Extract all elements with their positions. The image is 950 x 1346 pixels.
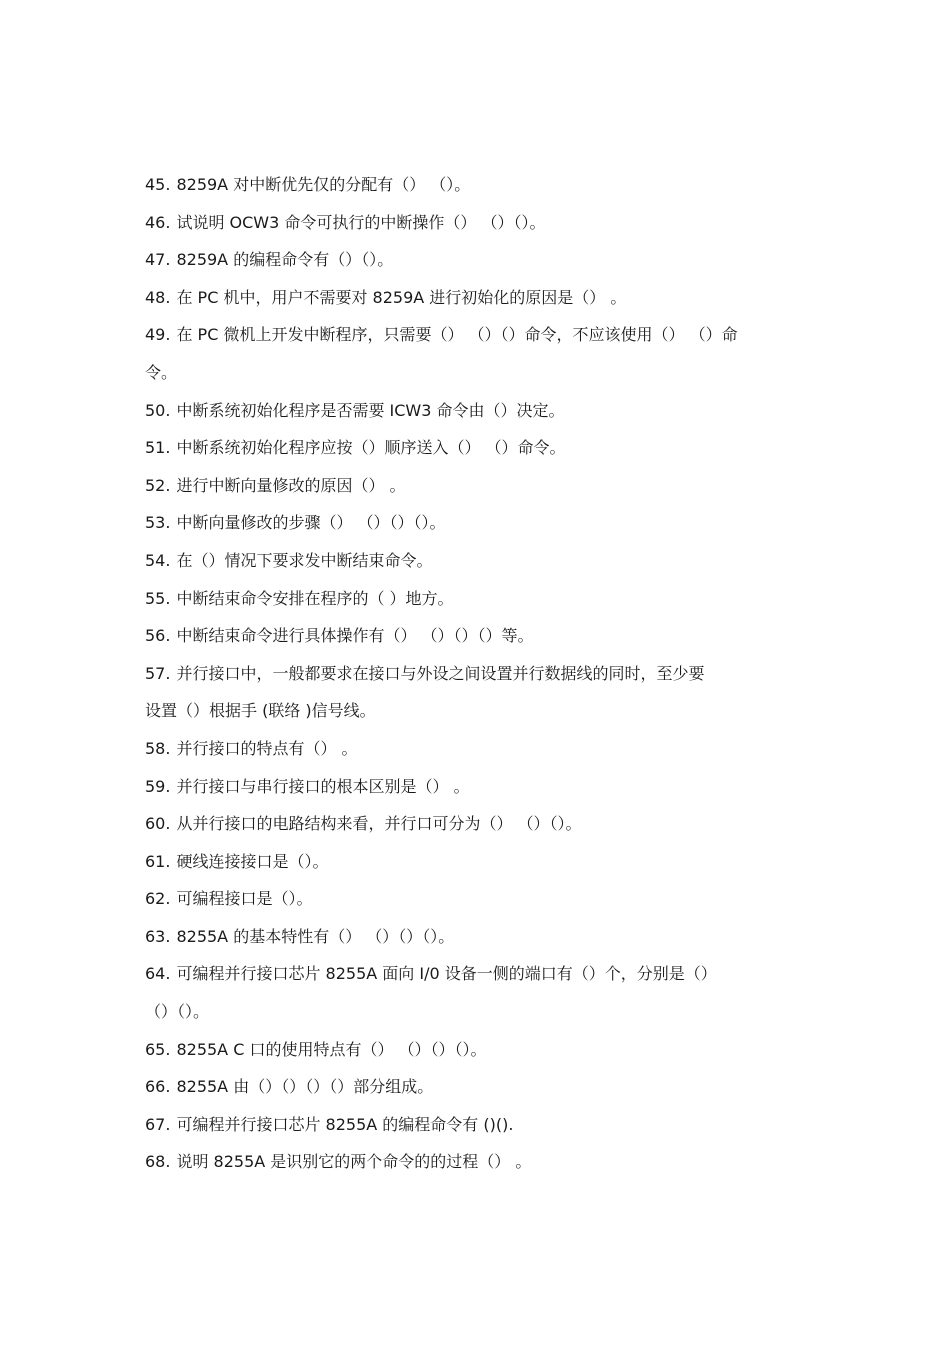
question-text: 中断结束命令安排在程序的（ ）地方。: [176, 588, 454, 608]
question-number: 60.: [145, 814, 171, 834]
question-item: [145, 166, 825, 204]
question-number: 58.: [145, 738, 171, 758]
question-item: [145, 1031, 825, 1069]
question-number: 54.: [145, 550, 171, 570]
question-text: 可编程并行接口芯片 8255A 面向 I/0 设备一侧的端口有（）个，分别是（）: [176, 964, 717, 984]
question-text-continuation: 设置（）根据手 (联络 )信号线。: [145, 701, 376, 721]
question-item: [145, 768, 825, 806]
question-item: [145, 580, 825, 618]
question-text-continuation: （）（）。: [145, 1002, 210, 1022]
question-text: 从并行接口的电路结构来看，并行口可分为（） （）（）。: [176, 814, 582, 834]
question-number: 50.: [145, 400, 171, 420]
question-number: 64.: [145, 964, 171, 984]
question-number: 56.: [145, 626, 171, 646]
question-text: 在 PC 微机上开发中断程序，只需要（） （）（）命令，不应该使用（） （）命: [176, 325, 738, 345]
question-number: 53.: [145, 513, 171, 533]
question-item: [145, 843, 825, 881]
question-number: 49.: [145, 325, 171, 345]
question-number: 63.: [145, 926, 171, 946]
question-text: 硬线连接接口是（）。: [176, 851, 329, 871]
question-text: 8259A 的编程命令有（）（）。: [176, 250, 394, 270]
question-item: [145, 429, 825, 467]
question-item: [145, 880, 825, 918]
question-item: [145, 730, 825, 768]
question-number: 57.: [145, 663, 171, 683]
question-text: 中断系统初始化程序是否需要 ICW3 命令由（）决定。: [176, 400, 565, 420]
question-item: [145, 241, 825, 279]
question-item: [145, 1068, 825, 1106]
question-item: [145, 1143, 825, 1181]
question-text: 在 PC 机中，用户不需要对 8259A 进行初始化的原因是（） 。: [176, 287, 627, 307]
question-item: [145, 204, 825, 242]
question-item: [145, 316, 825, 391]
question-number: 52.: [145, 475, 171, 495]
question-number: 62.: [145, 889, 171, 909]
question-number: 67.: [145, 1114, 171, 1134]
question-text: 8255A C 口的使用特点有（） （）（）（）。: [176, 1039, 487, 1059]
question-text: 进行中断向量修改的原因（） 。: [176, 475, 406, 495]
question-item: [145, 392, 825, 430]
question-text: 8255A 由（）（）（）（）部分组成。: [176, 1077, 434, 1097]
question-number: 65.: [145, 1039, 171, 1059]
question-text: 并行接口的特点有（） 。: [176, 738, 358, 758]
question-number: 66.: [145, 1077, 171, 1097]
question-number: 68.: [145, 1152, 171, 1172]
question-text: 中断向量修改的步骤（） （）（）（）。: [176, 513, 446, 533]
question-number: 59.: [145, 776, 171, 796]
question-list: [145, 166, 825, 1181]
question-item: [145, 504, 825, 542]
question-text: 可编程并行接口芯片 8255A 的编程命令有 ()().: [176, 1114, 514, 1134]
question-item: [145, 955, 825, 1030]
question-item: [145, 805, 825, 843]
question-text: 试说明 OCW3 命令可执行的中断操作（） （）（）。: [176, 212, 546, 232]
question-item: [145, 279, 825, 317]
question-number: 51.: [145, 438, 171, 458]
question-text: 说明 8255A 是识别它的两个命令的的过程（） 。: [176, 1152, 532, 1172]
question-number: 46.: [145, 212, 171, 232]
question-text: 在（）情况下要求发中断结束命令。: [176, 550, 433, 570]
question-item: [145, 467, 825, 505]
question-item: [145, 542, 825, 580]
question-text: 中断结束命令进行具体操作有（） （）（）（）等。: [176, 626, 534, 646]
question-text: 并行接口与串行接口的根本区别是（） 。: [176, 776, 470, 796]
question-text: 8255A 的基本特性有（） （）（）（）。: [176, 926, 455, 946]
question-item: [145, 655, 825, 730]
question-number: 61.: [145, 851, 171, 871]
question-item: [145, 918, 825, 956]
question-item: [145, 1106, 825, 1144]
question-number: 47.: [145, 250, 171, 270]
question-text: 可编程接口是（）。: [176, 889, 313, 909]
question-number: 45.: [145, 175, 171, 194]
question-number: 55.: [145, 588, 171, 608]
question-text: 并行接口中，一般都要求在接口与外设之间设置并行数据线的同时，至少要: [176, 663, 705, 683]
question-number: 48.: [145, 287, 171, 307]
question-text: 8259A 对中断优先仅的分配有（） （）。: [176, 175, 471, 194]
question-text: 中断系统初始化程序应按（）顺序送入（） （）命令。: [176, 438, 566, 458]
question-text-continuation: 令。: [145, 362, 178, 382]
question-item: [145, 617, 825, 655]
